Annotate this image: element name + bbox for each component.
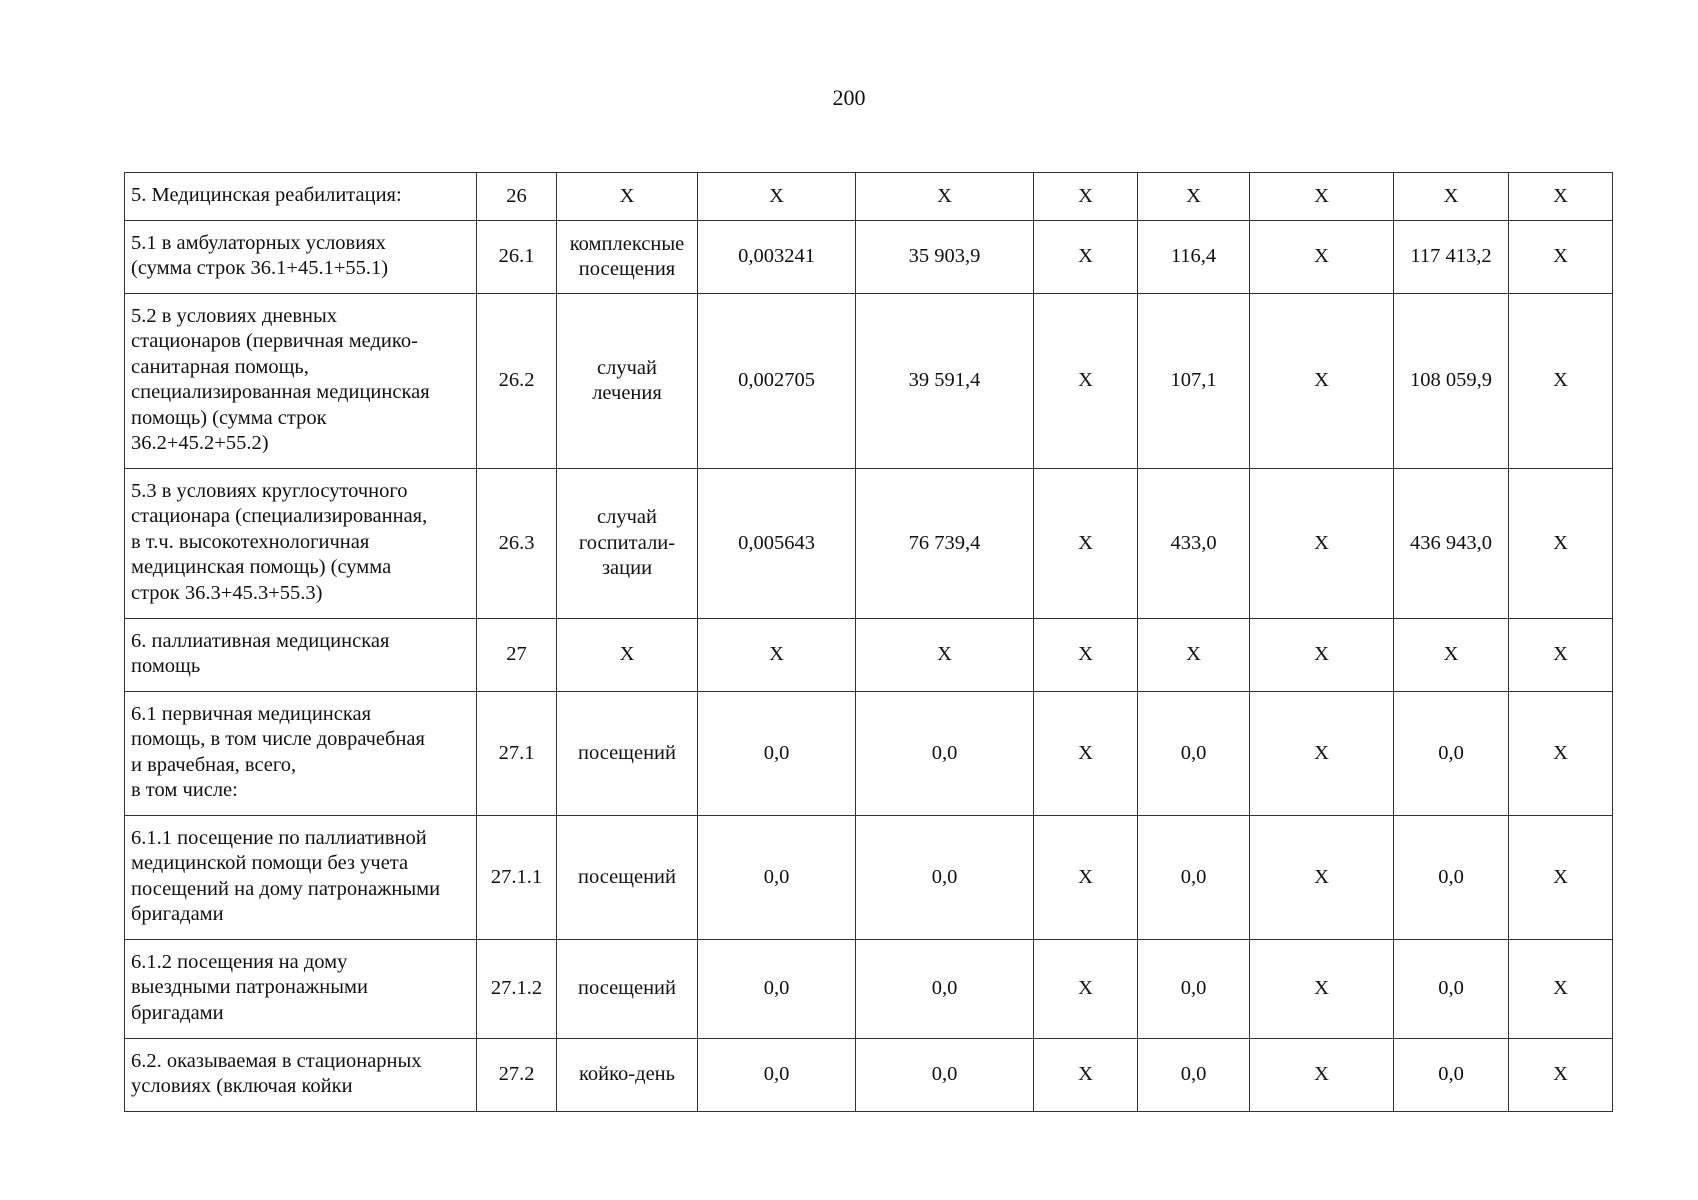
value-cell: Х xyxy=(856,173,1034,221)
value-cell: 0,0 xyxy=(1394,816,1509,940)
value-cell: 107,1 xyxy=(1138,294,1250,469)
table-row xyxy=(125,619,1613,692)
value-cell: 436 943,0 xyxy=(1394,469,1509,619)
value-cell: Х xyxy=(1250,619,1394,692)
row-unit: посещений xyxy=(557,816,698,940)
table-row xyxy=(125,816,1613,940)
value-cell: Х xyxy=(1509,940,1613,1039)
row-name: 6.2. оказываемая в стационарных условиях (включая койки xyxy=(125,1039,477,1112)
row-code: 27 xyxy=(477,619,557,692)
value-cell: Х xyxy=(1509,816,1613,940)
value-cell: Х xyxy=(1034,619,1138,692)
value-cell: Х xyxy=(1394,619,1509,692)
value-cell: 35 903,9 xyxy=(856,221,1034,294)
value-cell: Х xyxy=(1034,469,1138,619)
value-cell: Х xyxy=(1509,1039,1613,1112)
value-cell: Х xyxy=(1509,173,1613,221)
row-name: 5. Медицинская реабилитация: xyxy=(125,173,477,221)
row-name: 6.1 первичная медицинская помощь, в том числе доврачебная и врачебная, всего, в том числе: xyxy=(125,692,477,816)
value-cell: Х xyxy=(1509,469,1613,619)
value-cell: 0,0 xyxy=(698,1039,856,1112)
row-unit: посещений xyxy=(557,940,698,1039)
row-name: 6.1.2 посещения на дому выездными патронажными бригадами xyxy=(125,940,477,1039)
value-cell: 117 413,2 xyxy=(1394,221,1509,294)
table-body xyxy=(125,173,1613,1112)
value-cell: 0,0 xyxy=(856,692,1034,816)
value-cell: 0,0 xyxy=(1394,940,1509,1039)
value-cell: 0,0 xyxy=(698,816,856,940)
value-cell: Х xyxy=(1250,173,1394,221)
row-name: 5.3 в условиях круглосуточного стационара (специализированная, в т.ч. высокотехнологичная медицинская помощь) (сумма строк 36.3+45.3+55.3) xyxy=(125,469,477,619)
row-unit: комплексные посещения xyxy=(557,221,698,294)
table-row xyxy=(125,1039,1613,1112)
row-code: 26 xyxy=(477,173,557,221)
value-cell: 433,0 xyxy=(1138,469,1250,619)
value-cell: 0,0 xyxy=(1394,1039,1509,1112)
value-cell: Х xyxy=(698,173,856,221)
value-cell: Х xyxy=(1250,940,1394,1039)
value-cell: 0,0 xyxy=(856,940,1034,1039)
value-cell: 0,0 xyxy=(1138,940,1250,1039)
row-name: 5.1 в амбулаторных условиях (сумма строк 36.1+45.1+55.1) xyxy=(125,221,477,294)
value-cell: 0,0 xyxy=(856,816,1034,940)
table-row xyxy=(125,692,1613,816)
value-cell: 0,0 xyxy=(856,1039,1034,1112)
value-cell: Х xyxy=(1509,221,1613,294)
value-cell: Х xyxy=(1034,173,1138,221)
value-cell: 0,0 xyxy=(698,940,856,1039)
value-cell: 0,002705 xyxy=(698,294,856,469)
value-cell: 39 591,4 xyxy=(856,294,1034,469)
value-cell: Х xyxy=(1138,173,1250,221)
value-cell: Х xyxy=(1250,221,1394,294)
row-name: 6. паллиативная медицинская помощь xyxy=(125,619,477,692)
row-code: 26.1 xyxy=(477,221,557,294)
value-cell: Х xyxy=(1394,173,1509,221)
row-name: 6.1.1 посещение по паллиативной медицинской помощи без учета посещений на дому патронажными бригадами xyxy=(125,816,477,940)
value-cell: Х xyxy=(856,619,1034,692)
table-row xyxy=(125,469,1613,619)
row-unit: Х xyxy=(557,173,698,221)
value-cell: Х xyxy=(1034,940,1138,1039)
value-cell: Х xyxy=(1034,692,1138,816)
row-unit: случай госпитали- зации xyxy=(557,469,698,619)
page-number: 200 xyxy=(832,85,866,110)
row-code: 26.2 xyxy=(477,294,557,469)
value-cell: Х xyxy=(698,619,856,692)
value-cell: 76 739,4 xyxy=(856,469,1034,619)
value-cell: Х xyxy=(1138,619,1250,692)
row-unit: Х xyxy=(557,619,698,692)
value-cell: Х xyxy=(1250,692,1394,816)
row-code: 27.1.1 xyxy=(477,816,557,940)
row-code: 27.1.2 xyxy=(477,940,557,1039)
value-cell: 0,0 xyxy=(1138,692,1250,816)
table-row xyxy=(125,173,1613,221)
value-cell: Х xyxy=(1509,294,1613,469)
row-unit: койко-день xyxy=(557,1039,698,1112)
value-cell: Х xyxy=(1034,816,1138,940)
row-unit: случай лечения xyxy=(557,294,698,469)
row-code: 26.3 xyxy=(477,469,557,619)
value-cell: 0,0 xyxy=(1394,692,1509,816)
value-cell: Х xyxy=(1250,816,1394,940)
value-cell: 0,0 xyxy=(1138,1039,1250,1112)
value-cell: Х xyxy=(1250,469,1394,619)
value-cell: Х xyxy=(1034,1039,1138,1112)
data-table xyxy=(124,172,1613,1112)
value-cell: 108 059,9 xyxy=(1394,294,1509,469)
value-cell: 0,005643 xyxy=(698,469,856,619)
row-code: 27.1 xyxy=(477,692,557,816)
value-cell: 0,0 xyxy=(698,692,856,816)
value-cell: Х xyxy=(1250,294,1394,469)
value-cell: Х xyxy=(1034,294,1138,469)
value-cell: 0,003241 xyxy=(698,221,856,294)
value-cell: Х xyxy=(1034,221,1138,294)
value-cell: Х xyxy=(1509,692,1613,816)
value-cell: 0,0 xyxy=(1138,816,1250,940)
row-unit: посещений xyxy=(557,692,698,816)
value-cell: Х xyxy=(1509,619,1613,692)
row-code: 27.2 xyxy=(477,1039,557,1112)
table-row xyxy=(125,294,1613,469)
row-name: 5.2 в условиях дневных стационаров (первичная медико- санитарная помощь, специализированная медицинская помощь) (сумма строк 36.2+45.2+55.2) xyxy=(125,294,477,469)
value-cell: 116,4 xyxy=(1138,221,1250,294)
table-row xyxy=(125,221,1613,294)
value-cell: Х xyxy=(1250,1039,1394,1112)
table-row xyxy=(125,940,1613,1039)
